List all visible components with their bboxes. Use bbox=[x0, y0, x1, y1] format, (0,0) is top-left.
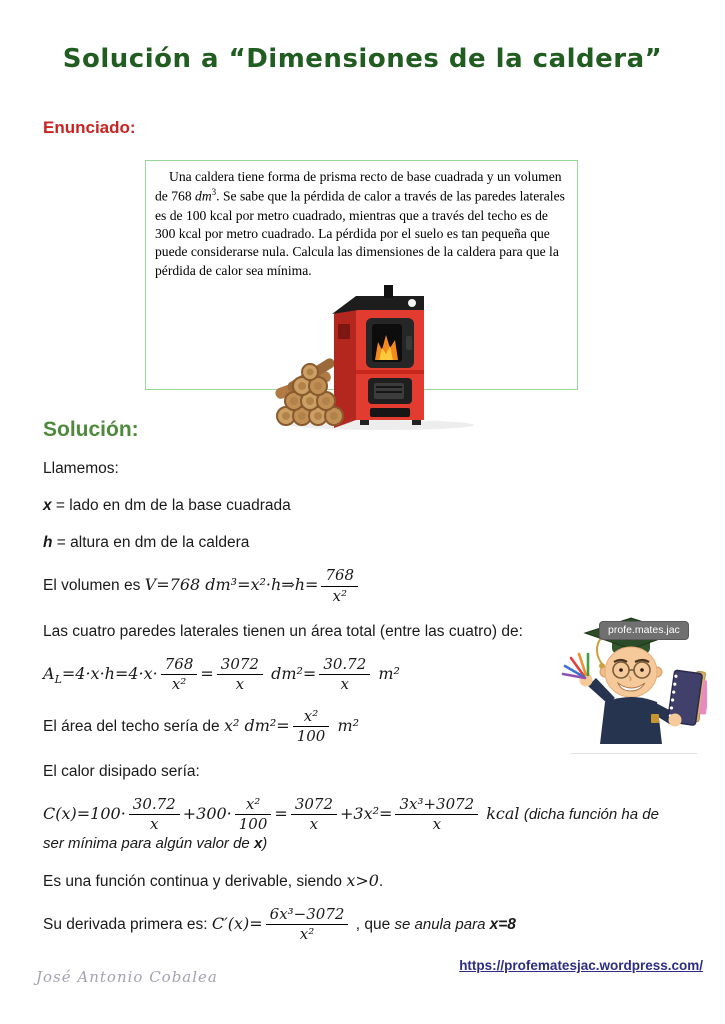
volume-label: El volumen es bbox=[43, 577, 145, 595]
llamemos-text: Llamemos: bbox=[43, 460, 119, 477]
derivative-line bbox=[43, 906, 682, 944]
roof-math-2: m² bbox=[332, 715, 360, 735]
definition-h-text: = altura en dm de la caldera bbox=[52, 534, 250, 552]
var-x: x bbox=[43, 497, 52, 515]
statement-part2: . Se sabe que la pérdida de calor a través de las paredes laterales es de 100 kcal por metro cuadrado, mientras que a través del techo es de 300 kcal por metro cuadrado. La pérdida por el suelo es tan pequeña que puede considerarse nula. Calcula las dimensiones de la caldera para que la pérdida de calor sea mínima. bbox=[155, 189, 565, 278]
roof-text: El área del techo sería de bbox=[43, 717, 224, 735]
heat-formula-line bbox=[43, 796, 682, 854]
page-title: Solución a “Dimensiones de la caldera” bbox=[62, 44, 663, 74]
continuous-text-2: . bbox=[378, 872, 384, 890]
fraction: $\frac{\text{6x³−3072}}{\text{x²}}$ bbox=[266, 906, 349, 944]
solucion-heading: Solución: bbox=[43, 418, 139, 441]
continuous-line bbox=[43, 871, 682, 892]
walls-intro: Las cuatro paredes laterales tienen un área total (entre las cuatro) de: bbox=[43, 622, 523, 640]
walls-math-2: = bbox=[200, 663, 214, 683]
website-link[interactable]: https://profematesjac.wordpress.com/ bbox=[459, 958, 703, 973]
avatar-badge: profe.mates.jac bbox=[599, 621, 689, 640]
fraction: $\frac{3072}{x}$ bbox=[291, 796, 337, 834]
fraction: $\frac{30.72}{x}$ bbox=[319, 656, 370, 694]
derivative-italic-text: se anula para bbox=[394, 915, 490, 933]
enunciado-heading: Enunciado: bbox=[43, 118, 136, 137]
volume-formula-line bbox=[43, 567, 682, 605]
derivative-math: C′(x)= bbox=[211, 913, 263, 933]
fraction: $\frac{3072}{x}$ bbox=[217, 656, 263, 694]
statement-sup: 3 bbox=[211, 187, 217, 198]
page-footer bbox=[0, 958, 725, 986]
derivative-result: x=8 bbox=[489, 915, 516, 933]
continuous-math: x>0 bbox=[346, 870, 379, 890]
heat-note: (dicha función ha de ser mínima para algún valor de x) bbox=[43, 806, 659, 852]
statement-part1: Una caldera tiene forma de prisma recto de base cuadrada y un volumen de 768 bbox=[155, 169, 562, 205]
definition-x-text: = lado en dm de la base cuadrada bbox=[51, 497, 291, 515]
roof-math-1: x² dm²= bbox=[223, 715, 290, 735]
heat-math-2: +300· bbox=[182, 804, 232, 824]
var-h: h bbox=[43, 534, 53, 552]
derivative-text-2: , que bbox=[351, 915, 395, 933]
subscript-L: L bbox=[54, 673, 62, 687]
boiler-image-wrap bbox=[146, 280, 577, 432]
definition-h bbox=[43, 533, 682, 553]
teacher-avatar bbox=[555, 612, 707, 754]
fraction: $\frac{\text{x²}}{100}$ bbox=[235, 796, 272, 834]
fraction: $\frac{30.72}{x}$ bbox=[129, 796, 180, 834]
walls-math-1: $A_L=4\cdot x\cdot h=4\cdot x\cdot$ bbox=[43, 663, 158, 687]
fraction: $\frac{\text{x²}}{100}$ bbox=[293, 708, 330, 746]
walls-math-3: dm²= bbox=[265, 663, 317, 683]
content-area bbox=[0, 118, 725, 943]
continuous-text-1: Es una función continua y derivable, siendo bbox=[43, 872, 347, 890]
definition-x bbox=[43, 496, 682, 516]
author-signature: José Antonio Cobalea bbox=[36, 968, 218, 986]
boiler-illustration bbox=[272, 280, 482, 432]
volume-math: V=768 dm³=x²·h⇒h= bbox=[144, 575, 319, 595]
heat-intro: El calor disipado sería: bbox=[43, 763, 200, 781]
walls-math-4: m² bbox=[373, 663, 400, 683]
statement-box bbox=[145, 160, 578, 390]
kcal-unit: kcal bbox=[486, 804, 520, 824]
fraction: $\frac{\text{3x³+3072}}{x}$ bbox=[395, 796, 478, 834]
derivative-text-1: Su derivada primera es: bbox=[43, 915, 212, 933]
fraction: $\frac{768}{\text{x²}}$ bbox=[321, 567, 358, 605]
fraction: $\frac{768}{\text{x²}}$ bbox=[161, 656, 198, 694]
heat-math-3: = bbox=[274, 804, 288, 824]
note-var-x: x bbox=[253, 834, 263, 852]
heat-math-4: +3x²= bbox=[340, 804, 393, 824]
heat-math-1: C(x)=100· bbox=[43, 804, 126, 824]
statement-text bbox=[146, 161, 577, 280]
avatar-ground-line bbox=[571, 753, 697, 754]
statement-dm: dm bbox=[195, 189, 212, 205]
